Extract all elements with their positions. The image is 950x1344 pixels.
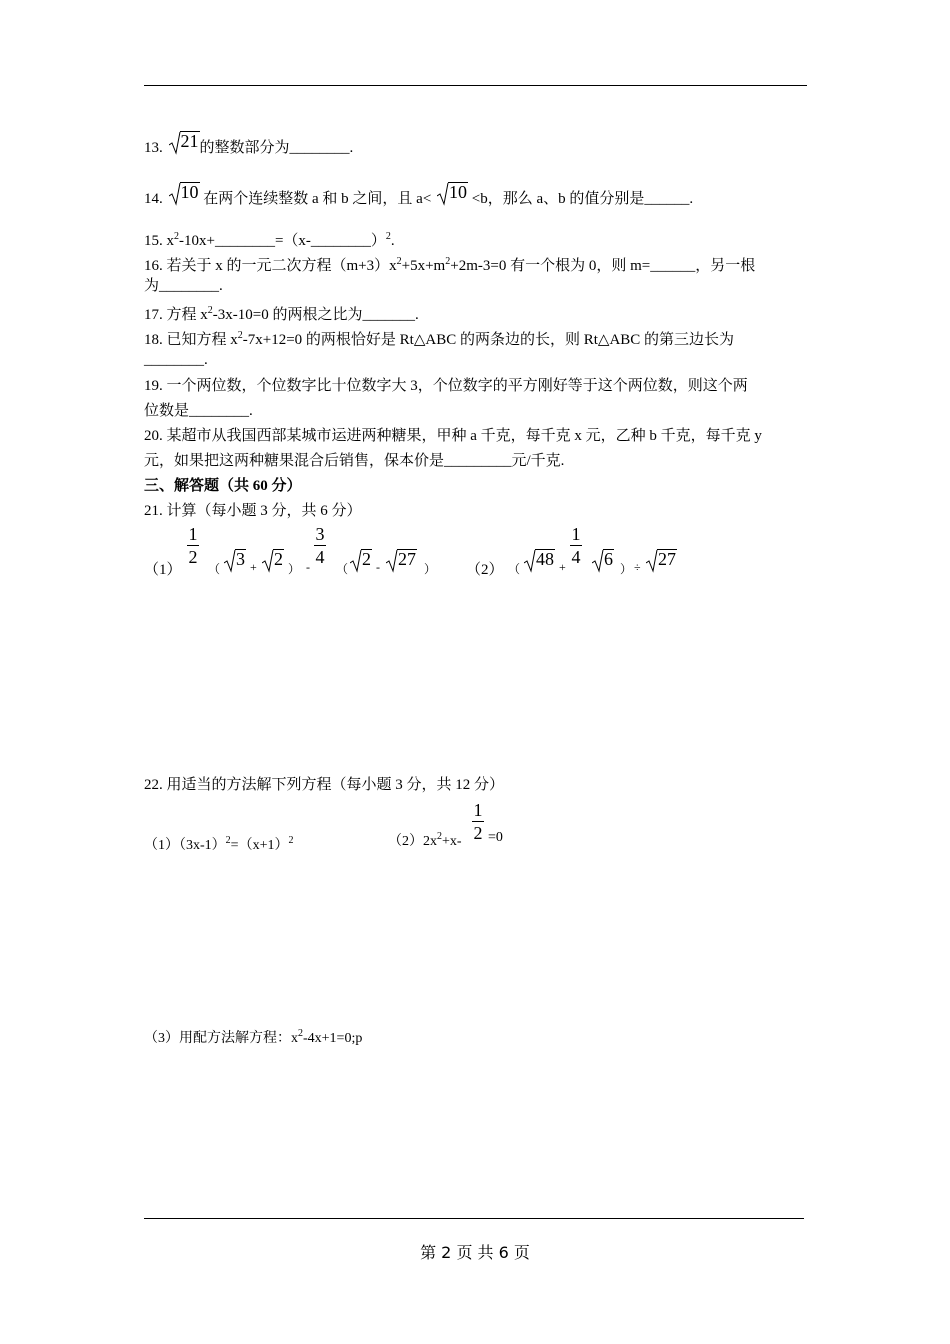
- page-number: 第 2 页 共 6 页: [420, 1243, 530, 1262]
- question-17: 17. 方程 $x^2-3x-10=0$ 的两根之比为_______.: [144, 305, 419, 323]
- radical-sign-icon: [350, 549, 362, 573]
- radical-sign-icon: [646, 549, 658, 573]
- question-18-line2: ________.: [144, 352, 208, 368]
- question-22-part1: $(1)(3x-1)^2=(x+1)^2$: [144, 835, 294, 853]
- question-22-part3: （3）用配方法解方程：$x^2-4x+1=0;p$: [144, 1028, 363, 1046]
- radical-sign-icon: [262, 549, 274, 573]
- question-21-part1: （1） 1 2 （ 3 + 2 ） - 3 4 （ 2 - 27 ）: [144, 524, 437, 578]
- sqrt-48: 48: [524, 549, 555, 570]
- sqrt-2-b: 2: [350, 549, 372, 570]
- question-14: 14. 10 在两个连续整数 a 和 b 之间，且 a< 10 <b，那么 a、b 的值分别是______.: [144, 182, 694, 207]
- question-19-line2: 位数是________.: [144, 403, 253, 419]
- radical-sign-icon: [524, 549, 536, 573]
- sqrt-27-b: 27: [646, 549, 677, 570]
- question-22-title: 22. 用适当的方法解下列方程（每小题 3 分，共 12 分）: [144, 777, 505, 793]
- sqrt-21: 21: [169, 131, 200, 154]
- question-22-part2: $(2)2x^2+x-$ 1 2 =0: [388, 800, 503, 849]
- sqrt-2-a: 2: [262, 549, 284, 570]
- fraction-1-2-b: 1 2: [473, 800, 483, 843]
- radical-sign-icon: [386, 549, 398, 573]
- sqrt-10-a: 10: [169, 182, 200, 205]
- footer-rule: [144, 1218, 804, 1219]
- question-15: 15. $x^2-10x+\_\_\_\_\_\_\_\_=(x-\_\_\_\_\_\_\_\_)^2$.: [144, 231, 395, 249]
- fraction-3-4: 3 4: [315, 524, 325, 567]
- question-19: 19. 一个两位数，个位数字比十位数字大 3，个位数字的平方刚好等于这个两位数，则这个两: [144, 378, 748, 394]
- question-18: 18. 已知方程 $x^2-7x+12=0$ 的两根恰好是 Rt△ABC 的两条边的长，则 Rt△ABC 的第三边长为: [144, 330, 735, 348]
- question-20-line2: 元，如果把这两种糖果混合后销售，保本价是_________元/千克.: [144, 453, 565, 469]
- radical-sign-icon: [592, 549, 604, 573]
- radical-sign-icon: [169, 182, 181, 206]
- question-21-title: 21. 计算（每小题 3 分，共 6 分）: [144, 503, 362, 519]
- question-20: 20. 某超市从我国西部某城市运进两种糖果，甲种 a 千克，每千克 x 元，乙种 b 千克，每千克 y: [144, 428, 762, 444]
- question-21-part2: （2） （ 48 + 1 4 6 ） ÷ 27: [466, 524, 676, 578]
- question-16: 16. 若关于 x 的一元二次方程$(m+3)x^2+5x+m^2+2m-3=0$ 有一个根为 0，则 m=______，另一根: [144, 256, 756, 274]
- sqrt-27-a: 27: [386, 549, 417, 570]
- section-3-heading: 三、解答题（共 60 分）: [144, 478, 302, 494]
- radical-sign-icon: [169, 131, 181, 155]
- fraction-1-4: 1 4: [571, 524, 581, 567]
- sqrt-6: 6: [592, 549, 614, 570]
- radical-sign-icon: [224, 549, 236, 573]
- header-rule: [144, 85, 807, 86]
- fraction-1-2: 1 2: [188, 524, 198, 567]
- question-16-line2: 为________.: [144, 278, 223, 294]
- question-13: 13. 21的整数部分为________.: [144, 131, 354, 156]
- radical-sign-icon: [437, 182, 449, 206]
- sqrt-3: 3: [224, 549, 246, 570]
- sqrt-10-b: 10: [437, 182, 468, 205]
